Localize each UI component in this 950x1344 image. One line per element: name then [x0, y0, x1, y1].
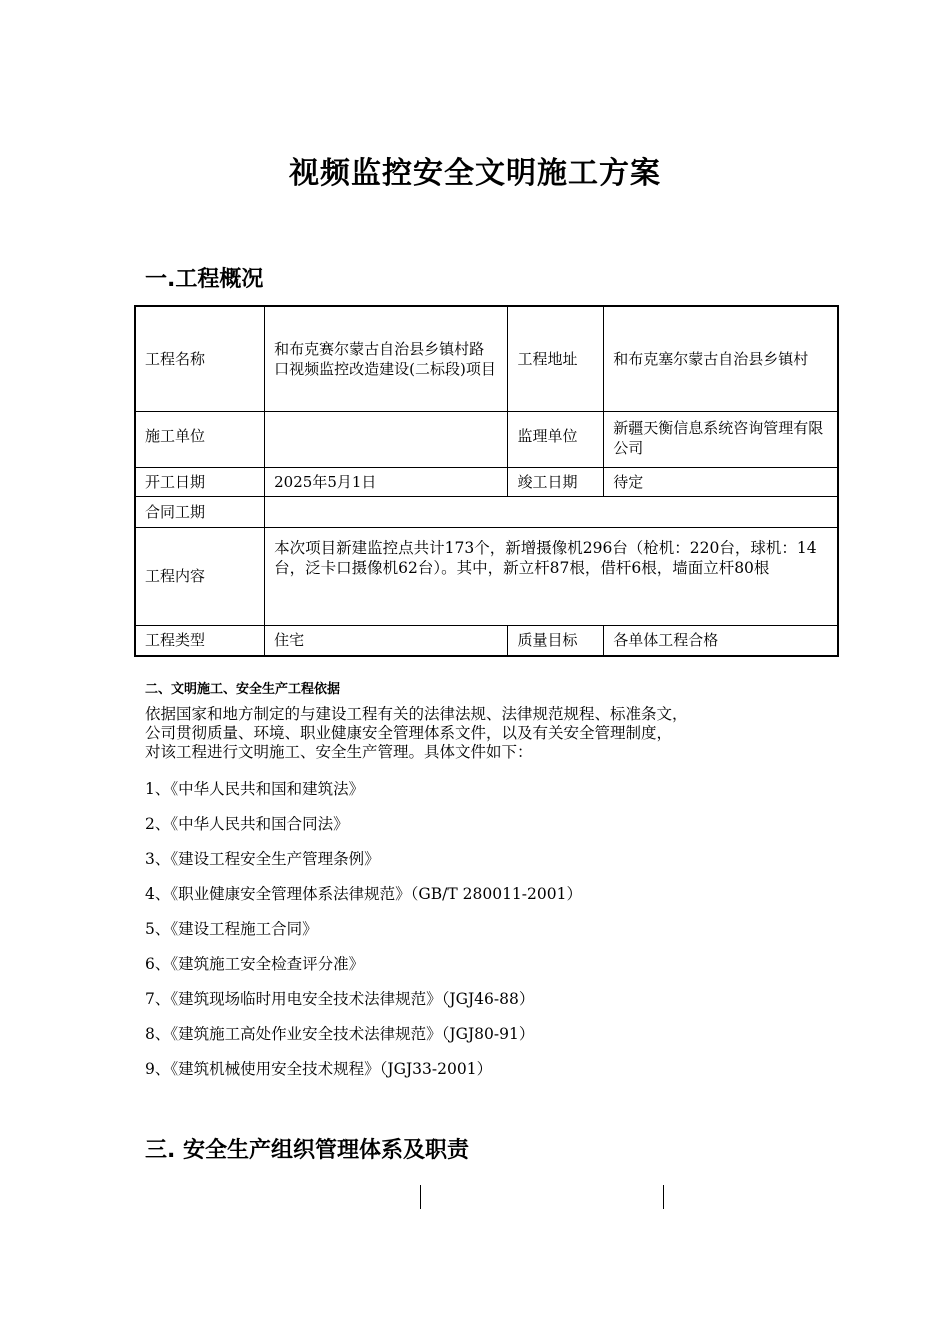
quality-value: 各单体工程合格: [604, 625, 838, 656]
org-chart-connector-line: [663, 1185, 664, 1209]
type-value: 住宅: [265, 625, 508, 656]
project-overview-table: [134, 305, 839, 657]
content-value: 本次项目新建监控点共计173个，新增摄像机296台（枪机：220台，球机：14台，泛卡口摄像机62台）。其中，新立杆87根，借杆6根，墙面立杆80根: [265, 527, 838, 625]
list-item: 5、《建设工程施工合同》: [145, 920, 318, 938]
paragraph-line: 依据国家和地方制定的与建设工程有关的法律法规、法律规范规程、标准条文，: [145, 705, 688, 723]
project-name-value: 和布克赛尔蒙古自治县乡镇村路口视频监控改造建设(二标段)项目: [265, 306, 508, 411]
list-item: 2、《中华人民共和国合同法》: [145, 815, 349, 833]
completion-date-value: 待定: [604, 467, 838, 496]
list-item: 7、《建筑现场临时用电安全技术法律规范》（JGJ46-88）: [145, 990, 535, 1008]
list-item: 4、《职业健康安全管理体系法律规范》（GB/T 280011-2001）: [145, 885, 582, 903]
list-item: 8、《建筑施工高处作业安全技术法律规范》（JGJ80-91）: [145, 1025, 535, 1043]
org-chart-connector-line: [420, 1185, 421, 1209]
completion-date-label: 竣工日期: [508, 467, 604, 496]
contract-period-value: [265, 496, 838, 527]
table-row: [135, 625, 838, 656]
construction-unit-label: 施工单位: [135, 411, 265, 467]
basis-paragraph: [145, 705, 825, 762]
supervision-unit-label: 监理单位: [508, 411, 604, 467]
regulation-list: [145, 778, 582, 1093]
section3-heading: 三. 安全生产组织管理体系及职责: [145, 1138, 470, 1163]
quality-label: 质量目标: [508, 625, 604, 656]
list-item: 3、《建设工程安全生产管理条例》: [145, 850, 380, 868]
construction-unit-value: [265, 411, 508, 467]
start-date-value: 2025年5月1日: [265, 467, 508, 496]
project-address-label: 工程地址: [508, 306, 604, 411]
table-row: [135, 306, 838, 411]
project-name-label: 工程名称: [135, 306, 265, 411]
table-row: [135, 411, 838, 467]
table-row: [135, 527, 838, 625]
start-date-label: 开工日期: [135, 467, 265, 496]
section2-heading: 二、文明施工、安全生产工程依据: [145, 682, 341, 697]
list-item: 6、《建筑施工安全检查评分准》: [145, 955, 365, 973]
section1-heading: 一.工程概况: [145, 267, 264, 292]
paragraph-line: 对该工程进行文明施工、安全生产管理。具体文件如下：: [145, 743, 533, 761]
content-label: 工程内容: [135, 527, 265, 625]
paragraph-line: 公司贯彻质量、环境、职业健康安全管理体系文件，以及有关安全管理制度，: [145, 724, 673, 742]
supervision-unit-value: 新疆天衡信息系统咨询管理有限公司: [604, 411, 838, 467]
list-item: 1、《中华人民共和国和建筑法》: [145, 780, 365, 798]
project-address-value: 和布克塞尔蒙古自治县乡镇村: [604, 306, 838, 411]
list-item: 9、《建筑机械使用安全技术规程》（JGJ33-2001）: [145, 1060, 493, 1078]
table-row: [135, 496, 838, 527]
type-label: 工程类型: [135, 625, 265, 656]
table-row: [135, 467, 838, 496]
contract-period-label: 合同工期: [135, 496, 265, 527]
document-title: 视频监控安全文明施工方案: [289, 156, 661, 191]
